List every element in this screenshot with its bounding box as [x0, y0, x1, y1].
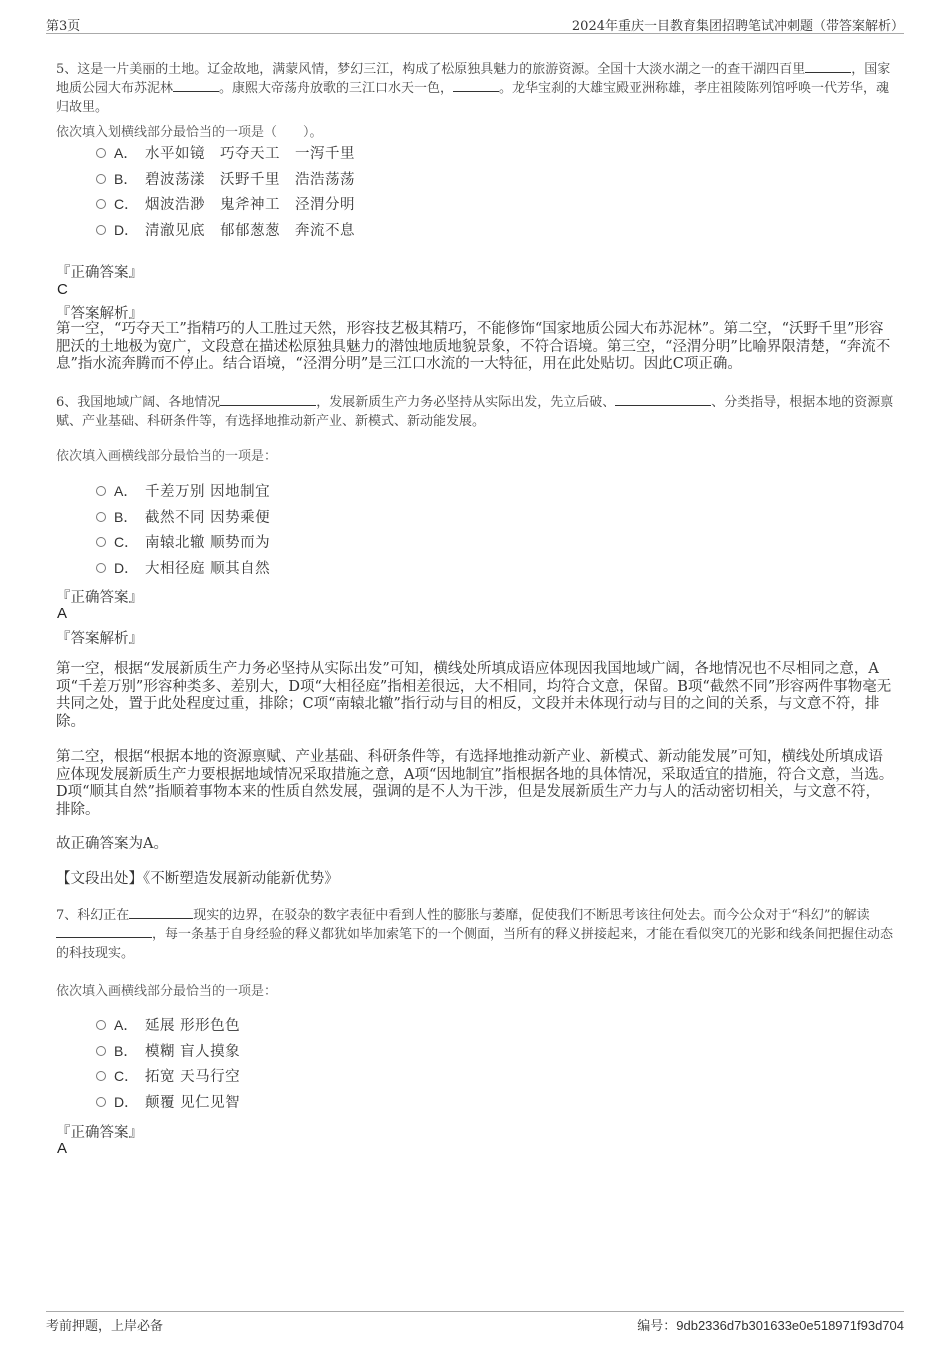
page-footer [46, 1311, 904, 1333]
blank [615, 393, 711, 406]
question-6-analysis-1: 第一空，根据“发展新质生产力务必坚持从实际出发”可知，横线处所填成语应体现因我国地域广阔，各地情况也不尽相同之意，A项“千差万别”形容种类多、差别大，D项“大相径庭”指相差很远，大不相同，均符合文意，保留。B项“截然不同”形容两件事物毫无共同之处，置于此处程度过重，排除；C项“南辕北辙”指行动与目的相反，文段并未体现行动与目的之间的关系，与文意不符，排除。 [56, 661, 892, 730]
blank [173, 79, 219, 92]
question-5-lead: 依次填入划横线部分最恰当的一项是（ ）。 [56, 125, 323, 140]
blank [453, 79, 499, 92]
blank [129, 906, 193, 919]
radio-button[interactable] [96, 1097, 106, 1107]
radio-button[interactable] [96, 1071, 106, 1081]
blank [805, 60, 851, 73]
radio-button[interactable] [96, 199, 106, 209]
radio-button[interactable] [96, 486, 106, 496]
question-5-stem: 5、这是一片美丽的土地。辽金故地，满蒙风情，梦幻三江，构成了松原独具魅力的旅游资源。全国十大淡水湖之一的查干湖四百里 ，国家地质公园大布苏泥林 。康熙大帝荡舟放歌的三江口水天一色， 。龙华宝刹的大雄宝殿亚洲称雄，孝庄祖陵陈列馆呼唤一代芳华，魂归故里。 [56, 62, 891, 115]
radio-button[interactable] [96, 1046, 106, 1056]
document-title: 2024年重庆一目教育集团招聘笔试冲刺题（带答案解析） [571, 19, 904, 34]
question-7-stem: 7、科幻正在 现实的边界，在驳杂的数字表征中看到人性的膨胀与萎靡，促使我们不断思考该往何处去。而今公众对于“科幻”的解读，每一条基于自身经验的释义都犹如毕加索笔下的一个侧面，当所有的释义拼接起来，才能在看似突兀的光影和线条间把握住动态的科技现实。 [56, 908, 894, 961]
radio-button[interactable] [96, 1020, 106, 1030]
footer-slogan: 考前押题，上岸必备 [46, 1319, 164, 1334]
radio-button[interactable] [96, 537, 106, 547]
question-6-lead: 依次填入画横线部分最恰当的一项是： [56, 449, 278, 464]
analysis-label: 『答案解析』 [56, 306, 143, 322]
blank [56, 925, 152, 938]
question-6-source: 【文段出处】《不断塑造发展新动能新优势》 [56, 871, 339, 887]
radio-button[interactable] [96, 512, 106, 522]
correct-answer-label: 『正确答案』 [56, 590, 143, 606]
correct-answer-label: 『正确答案』 [56, 1125, 143, 1141]
question-6-analysis-2: 第二空，根据“根据本地的资源禀赋、产业基础、科研条件等，有选择地推动新产业、新模式、新动能发展”可知，横线处所填成语应体现发展新质生产力要根据地域情况采取措施之意，A项“因地制宜”指根据各地的具体情况，采取适宜的措施，符合文意，当选。D项“顺其自然”指顺着事物本来的性质自然发展，强调的是不人为干涉，但是发展新质生产力与人的活动密切相关，与文意不符，排除。 [56, 749, 894, 818]
blank [220, 393, 316, 406]
question-6-conclusion: 故正确答案为A。 [56, 836, 168, 852]
correct-answer-label: 『正确答案』 [56, 265, 143, 281]
page-number: 第3页 [46, 19, 81, 34]
radio-button[interactable] [96, 174, 106, 184]
question-7-lead: 依次填入画横线部分最恰当的一项是： [56, 984, 278, 999]
question-7-answer: A [57, 1140, 68, 1157]
radio-button[interactable] [96, 148, 106, 158]
radio-button[interactable] [96, 225, 106, 235]
document-code: 编号：9db2336d7b301633e0e518971f93d704 [637, 1318, 904, 1334]
analysis-label: 『答案解析』 [56, 631, 143, 647]
question-5-answer: C [57, 281, 68, 298]
page-header [46, 14, 904, 34]
question-6-stem: 6、我国地域广阔、各地情况 ，发展新质生产力务必坚持从实际出发，先立后破、 、分类指导，根据本地的资源禀赋、产业基础、科研条件等，有选择地推动新产业、新模式、新动能发展。 [56, 395, 894, 429]
radio-button[interactable] [96, 563, 106, 573]
question-5-analysis: 第一空，“巧夺天工”指精巧的人工胜过天然，形容技艺极其精巧，不能修饰“国家地质公园大布苏泥林”。第二空，“沃野千里”形容肥沃的土地极为宽广，文段意在描述松原独具魅力的潜蚀地质地貌景象，不符合语境。第三空，“泾渭分明”比喻界限清楚，“奔流不息”指水流奔腾而不停止。结合语境，“泾渭分明”是三江口水流的一大特征，用在此处贴切。因此C项正确。 [56, 321, 891, 372]
question-6-answer: A [57, 605, 68, 622]
